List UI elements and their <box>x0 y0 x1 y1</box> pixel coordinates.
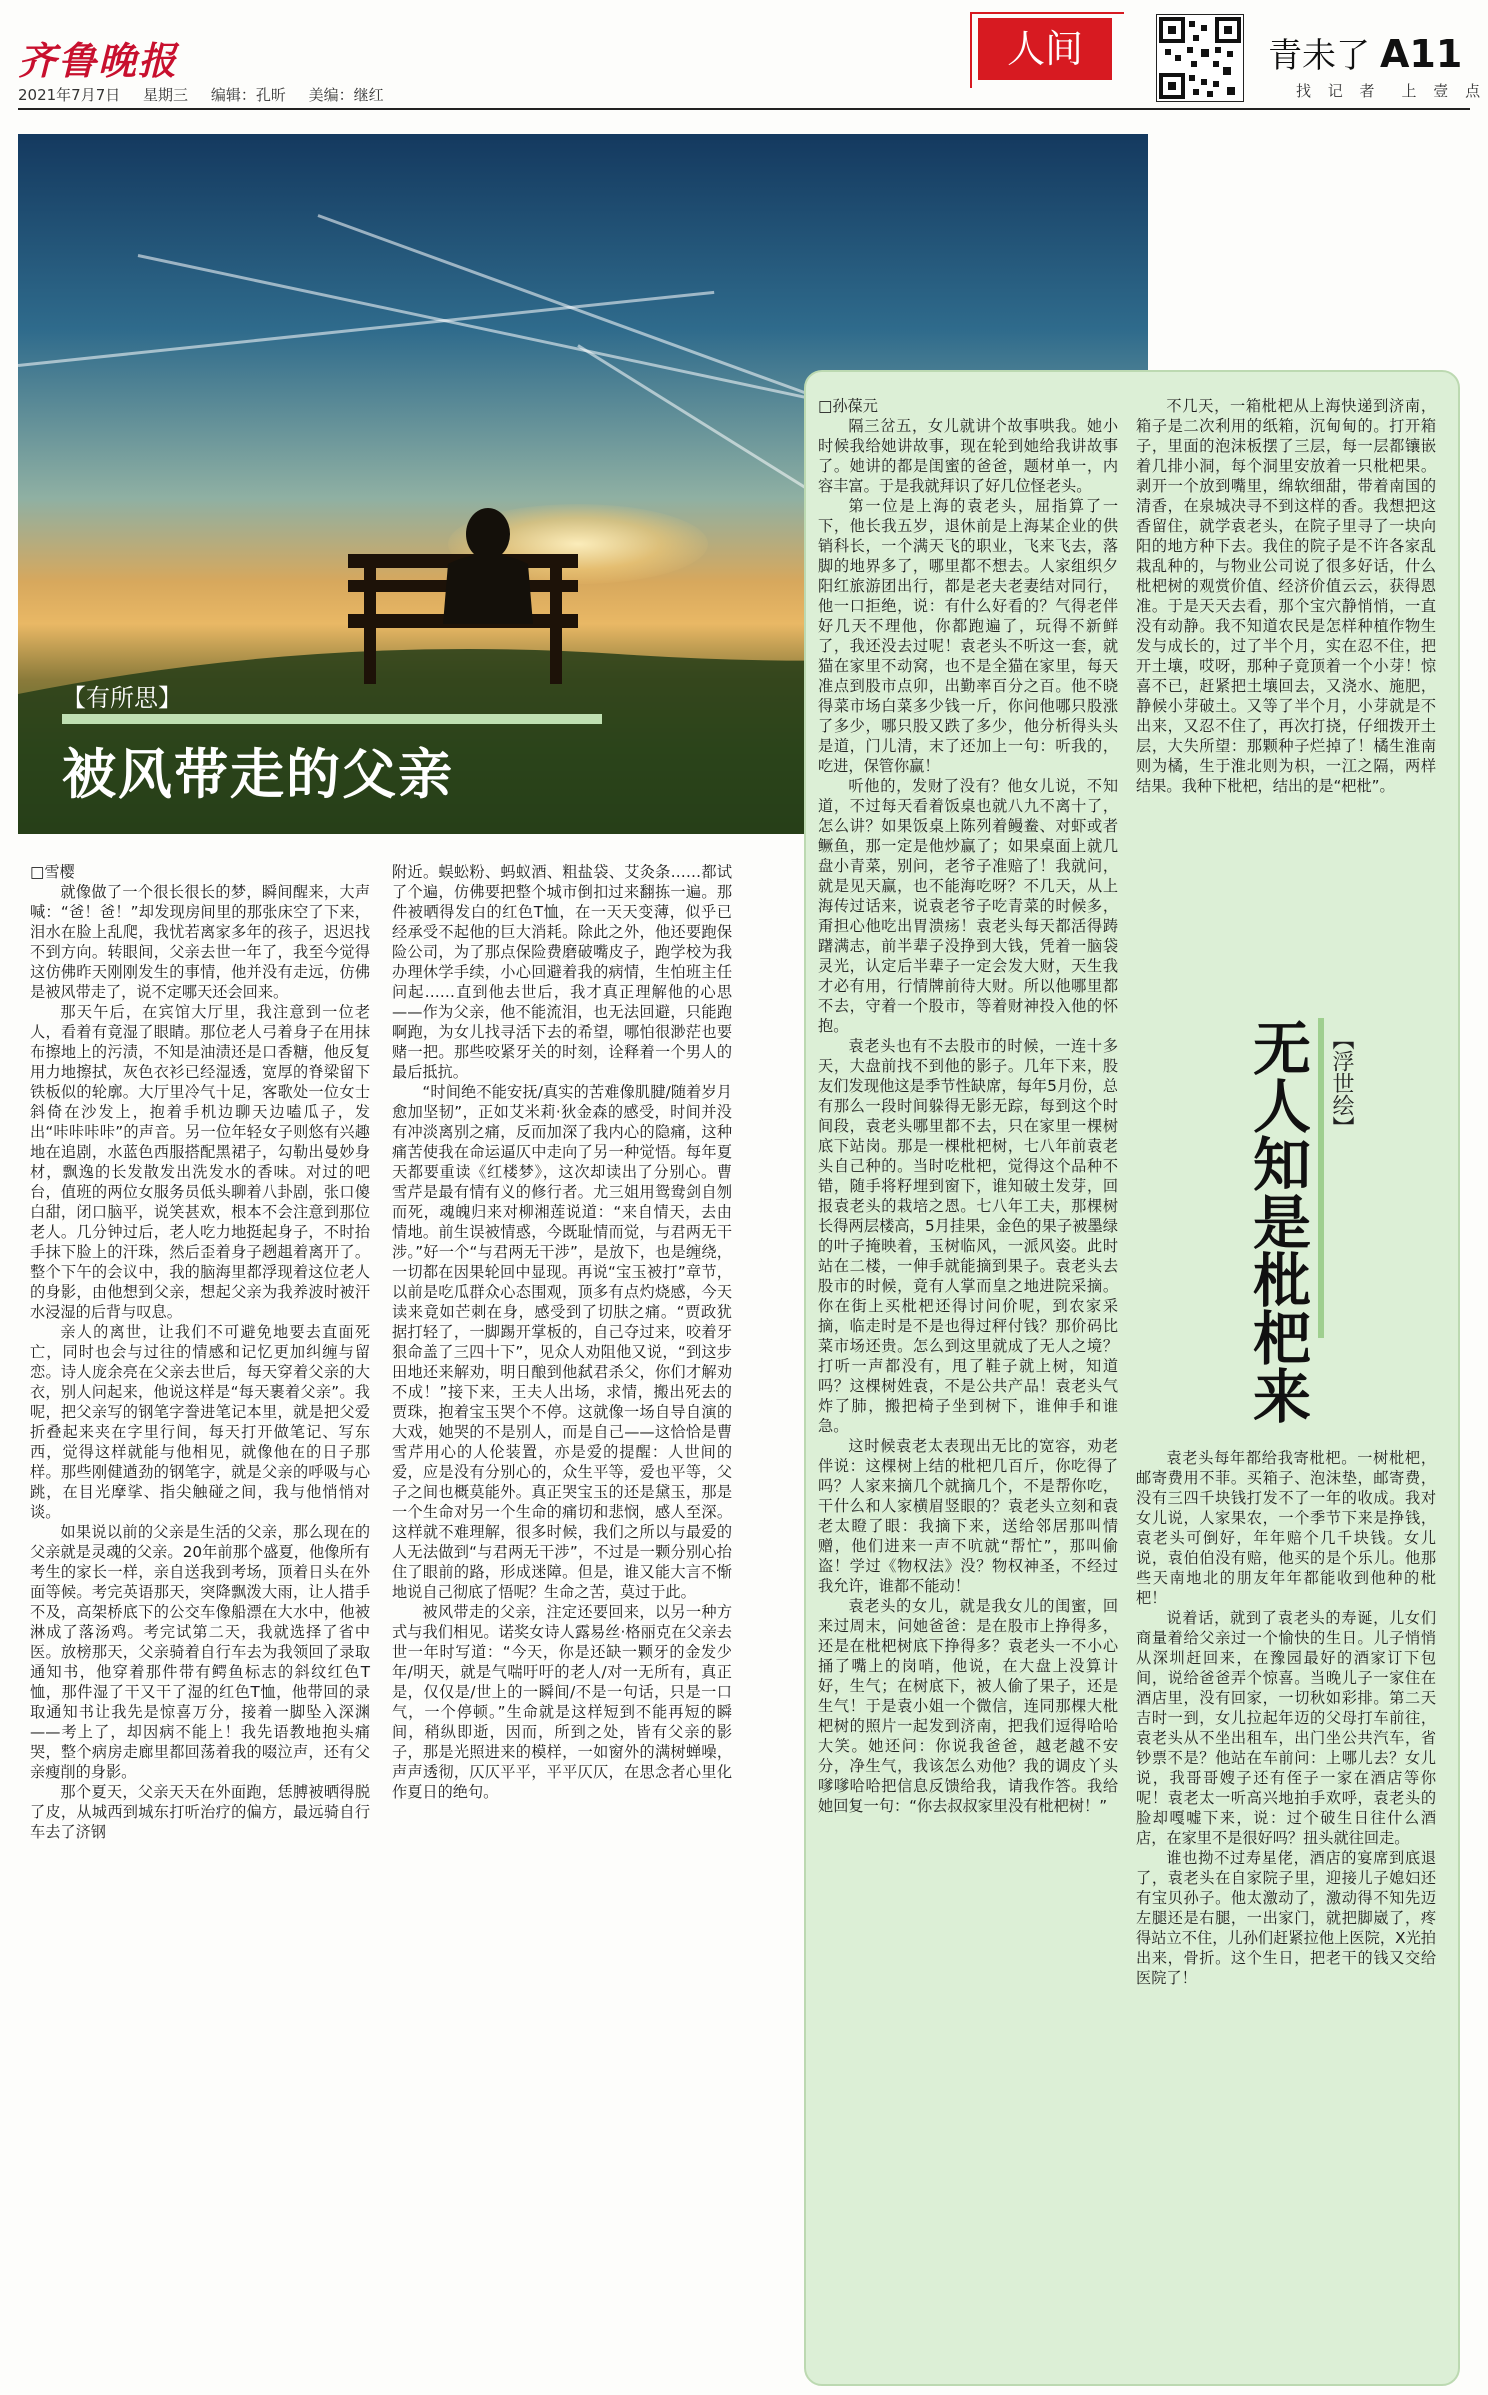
paragraph: 这时候袁老太表现出无比的宽容，劝老伴说：这棵树上结的枇杷几百斤，你吃得了吗？人家来摘几个就摘几个，不是帮你吃，干什么和人家横眉竖眼的？袁老头立刻和袁老太瞪了眼：我摘下来，送给邻居那叫情赠，他们进来一声不吭就“帮忙”，那叫偷盗！学过《物权法》没？物权神圣，不经过我允许，谁都不能动！ <box>818 1437 1118 1595</box>
article2-column-1 <box>818 396 1118 1816</box>
article2-author: □孙葆元 <box>818 397 878 415</box>
title-accent-bar <box>1318 1018 1324 1338</box>
paragraph: 说着话，就到了袁老头的寿诞，儿女们商量着给父亲过一个愉快的生日。儿子悄悄从深圳赶回来，在豫园最好的酒家订下包间，说给爸爸弄个惊喜。当晚儿子一家住在酒店里，没有回家，一切秋如彩排。第二天吉时一到，女儿拉起年迈的父母打车前往，袁老头从不坐出租车，出门坐公共汽车，省钞票不是？他站在车前问：上哪儿去？女儿说，我哥哥嫂子还有侄子一家在酒店等你呢！袁老太一听高兴地拍手欢呼，袁老头的脸却嘎嘘下来，说：过个破生日往什么酒店，在家里不是很好吗？扭头就往回走。 <box>1136 1609 1436 1847</box>
paragraph: 袁老头也有不去股市的时候，一连十多天，大盘前找不到他的影子。几年下来，股友们发现他这是季节性缺席，每年5月份，总有那么一段时间躲得无影无踪，每到这个时间段，袁老头哪里都不去，只在家里一棵树底下站岗。那是一棵枇杷树，七八年前袁老头自己种的。当时吃枇杷，觉得这个品种不错，随手将籽埋到窗下，谁知破土发芽，回报袁老头的栽培之恩。七八年工夫，那棵树长得两层楼高，5月挂果，金色的果子被墨绿的叶子掩映着，玉树临风，一派风姿。此时站在二楼，一伸手就能摘到果子。袁老头去股市的时候，竟有人掌而皇之地进院采摘。你在街上买枇杷还得讨问价呢，到农家采摘，临走时是不是也得过秤付钱？那价码比菜市场还贵。怎么到这里就成了无人之境？打听一声都没有，甩了鞋子就上树，知道吗？这棵树姓袁，不是公共产品！袁老头气炸了肺，搬把椅子坐到树下，谁伸手和谁急。 <box>818 1037 1118 1435</box>
paragraph: 附近。蜈蚣粉、蚂蚁酒、粗盐袋、艾灸条……都试了个遍，仿佛要把整个城市倒扣过来翻拣一遍。那件被晒得发白的红色T恤，在一天天变薄，似乎已经承受不起他的巨大消耗。除此之外，他还要跑保险公司，为了那点保险费磨破嘴皮子，跑学校为我办理休学手续，小心回避着我的病情，生怕班主任问起……直到他去世后，我才真正理解他的心思——作为父亲，他不能流泪，也无法回避，只能跑啊跑，为女儿找寻活下去的希望，哪怕很渺茫也要赌一把。那些咬紧牙关的时刻，诠释着一个男人的最后抵抗。 <box>392 863 732 1081</box>
article2-title: 无人知是枇杷来 <box>1243 1018 1311 1424</box>
article2-column-2b <box>1136 1448 1436 1988</box>
paragraph: 听他的，发财了没有？他女儿说，不知道，不过每天看着饭桌也就八九不离十了，怎么讲？如果饭桌上陈列着鳗鲞、对虾或者鳜鱼，那一定是他炒赢了；如果桌面上就几盘小青菜，别问，老爷子准赔了！我就问，就是见天赢，也不能海吃呀？不几天，从上海传过话来，说袁老爷子吃青菜的时候多，甭担心他吃出胃溃疡！袁老头每天都活得踌躇满志，前半辈子没挣到大钱，凭着一脑袋灵光，认定后半辈子一定会发大财，天生我才必有用，行情牌前待大财。所以他哪里都不去，守着一个股市，等着财神投入他的怀抱。 <box>818 777 1118 1035</box>
designer-credit: 美编：继红 <box>308 86 384 104</box>
paragraph: 袁老头每年都给我寄枇杷。一树枇杷，邮寄费用不菲。买箱子、泡沫垫，邮寄费，没有三四千块钱打发不了一年的收成。我对女儿说，人家果农，一个季节下来是挣钱，袁老头可倒好，年年赔个几千块钱。女儿说，袁伯伯没有赔，他买的是个乐儿。他那些天南地北的朋友年年都能收到他种的枇杷！ <box>1136 1449 1436 1607</box>
issue-meta <box>18 84 402 105</box>
paragraph: 就像做了一个很长很长的梦，瞬间醒来，大声喊：“爸！爸！”却发现房间里的那张床空了下来，泪水在脸上乱爬，我忧若离家多年的孩子，迟迟找不到方向。转眼间，父亲去世一年了，我至今觉得这仿佛昨天刚刚发生的事情，他并没有走远，仿佛是被风带走了，说不定哪天还会回来。 <box>30 883 370 1001</box>
article2-column-2a <box>1136 396 1436 796</box>
newspaper-logo: 齐鲁晚报 <box>18 38 179 83</box>
article1-tag: 【有所思】 <box>62 684 182 712</box>
page-title: 青未了 <box>1268 36 1370 76</box>
title-accent-bar <box>62 714 602 724</box>
article2-title-block <box>1243 1018 1366 1438</box>
paragraph: 袁老头的女儿，就是我女儿的闺蜜，回来过周末，问她爸爸：是在股市上挣得多，还是在枇杷树底下挣得多？袁老头一不小心捅了嘴上的岗哨，他说，在大盘上没算计好，生气；在树底下，被人偷了果子，还是生气！于是袁小姐一个微信，连同那棵大枇杷树的照片一起发到济南，把我们逗得哈哈大笑。她还问：你说我爸爸，越老越不安分，净生气，我该怎么劝他？我的调皮丫头嗲嗲哈哈把信息反馈给我，请我作答。我给她回复一句：“你去叔叔家里没有枇杷树！” <box>818 1597 1118 1815</box>
paragraph: 谁也拗不过寿星佬，酒店的宴席到底退了，袁老头在自家院子里，迎接儿子媳妇还有宝贝孙子。他太激动了，激动得不知先迈左腿还是右腿，一出家门，就把脚崴了，疼得站立不住，儿孙们赶紧拉他上医院，X光拍出来，骨折。这个生日，把老干的钱又交给医院了！ <box>1136 1849 1436 1987</box>
paragraph: 第一位是上海的袁老头，屈指算了一下，他长我五岁，退休前是上海某企业的供销科长，一个满天飞的职业，飞来飞去，落脚的地界多了，哪里都不想去。人家组织夕阳红旅游团出行，都是老夫老妻结对同行，他一口拒绝，说：有什么好看的？气得老伴好几天不理他，你都跑遍了，玩得不新鲜了，我还没去过呢！袁老头不听这一套，就猫在家里不动窝，也不是全猫在家里，每天准点到股市点卯，出勤率百分之百。他不晓得菜市场白菜多少钱一斤，你问他哪只股涨了多少，哪只股又跌了多少，他分析得头头是道，门儿清，末了还加上一句：听我的，吃进，保管你赢！ <box>818 497 1118 775</box>
article1-title: 被风带走的父亲 <box>62 743 454 806</box>
article1-column-2 <box>392 862 732 1802</box>
issue-date: 2021年7月7日 <box>18 86 121 104</box>
article1-author: □雪樱 <box>30 863 75 881</box>
paragraph: 隔三岔五，女儿就讲个故事哄我。她小时候我给她讲故事，现在轮到她给我讲故事了。她讲的都是闺蜜的爸爸，题材单一，内容丰富。于是我就拜识了好几位怪老头。 <box>818 417 1118 495</box>
paragraph: 如果说以前的父亲是生活的父亲，那么现在的父亲就是灵魂的父亲。20年前那个盛夏，他像所有考生的家长一样，亲自送我到考场，顶着日头在外面等候。考完英语那天，突降飘泼大雨，让人措手不及，高架桥底下的公交车像船漂在大水中，他被淋成了落汤鸡。考完试第二天，我就选择了省中医。放榜那天，父亲骑着自行车去为我领回了录取通知书，他穿着那件带有鳄鱼标志的斜纹红色T恤，那件湿了干又干了湿的红色T恤，他带回的录取通知书让我先是惊喜万分，接着一脚坠入深渊——考上了，却因病不能上！我先语教地抱头痛哭，整个病房走廊里都回荡着我的啜泣声，还有父亲瘦削的身影。 <box>30 1523 370 1781</box>
issue-weekday: 星期三 <box>143 86 189 104</box>
paragraph: 被风带走的父亲，注定还要回来，以另一种方式与我们相见。诺奖女诗人露易丝·格丽克在父亲去世一年时写道：“今天，你是还缺一颗牙的金发少年/明天，就是气喘吁吁的老人/对一无所有，真正是，仅仅是/世上的一瞬间/不是一句话，只是一口气，一个停顿。”生命就是这样短到不能再短的瞬间，稍纵即逝，因而，所到之处，皆有父亲的影子，那是光照进来的模样，一如窗外的满树蝉噪，声声透彻，仄仄平平，平平仄仄，在思念者心里化作夏日的绝句。 <box>392 1603 732 1801</box>
paragraph: 那个夏天，父亲天天在外面跑，恁膊被晒得脱了皮，从城西到城东打听治疗的偏方，最远骑自行车去了济钢 <box>30 1783 370 1841</box>
article2-tag: 【浮世绘】 <box>1329 1028 1354 1138</box>
masthead-rule <box>18 108 1470 110</box>
paragraph: 那天午后，在宾馆大厅里，我注意到一位老人，看着有竟湿了眼睛。那位老人弓着身子在用抹布擦地上的污渍，不知是油渍还是口香糖，他反复用力地擦拭，灰色衣衫已经湿透，宽厚的脊梁留下铁板似的轮廓。大厅里冷气十足，客歌处一位女士斜倚在沙发上，抱着手机边聊天边嗑瓜子，发出“咔咔咔咔”的声音。另一位年轻女子则悠有兴趣地在追剧，水蓝色西服搭配黑裙子，勾勒出曼妙身材，飘逸的长发散发出洗发水的香味。对过的吧台，值班的两位女服务员低头聊着八卦剧，张口傻白甜，闭口脑平，说笑甚欢，根本不会注意到那位老人。几分钟过后，老人吃力地挺起身子，不时抬手抹下脸上的汗珠，然后歪着身子趔趄着离开了。整个下午的会议中，我的脑海里都浮现着这位老人的身影，由他想到父亲，想起父亲为我养波时被汗水浸湿的后背与叹息。 <box>30 1003 370 1321</box>
paragraph: “时间绝不能安抚/真实的苦难像肌腱/随着岁月愈加坚韧”，正如艾米莉·狄金森的感受，时间并没有冲淡离别之痛，反而加深了我内心的隐痛，这种痛苦使我在命运逼仄中走向了另一种觉悟。每年夏天都要重读《红楼梦》，这次却读出了分别心。曹雪芹是最有情有义的修行者。尤三姐用鸳鸯剑自刎而死，魂魄归来对柳湘莲说道：“来自情天，去由情地。前生误被情惑，今既耻情而觉，与君两无干涉。”好一个“与君两无干涉”，是放下，也是缠绕，一切都在因果轮回中显现。再说“宝玉被打”章节，以前是吃瓜群众心态围观，顶多有点灼烧感，今天读来竟如芒刺在身，感受到了切肤之痛。“贾政犹据打轻了，一脚踢开掌板的，自己夺过来，咬着牙狠命盖了三四十下”，见众人劝阻他又说，“到这步田地还来解劝，明日酿到他弑君杀父，你们才解劝不成！”接下来，王夫人出场，求情，搬出死去的贾珠，抱着宝玉哭个不停。这就像一场自导自演的大戏，她哭的不是别人，而是自己——这恰恰是曹雪芹用心的人伦装置，亦是爱的提醒：人世间的爱，应是没有分别心的，众生平等，爱也平等，父子之间也概莫能外。真正哭宝玉的还是黛玉，那是一个生命对另一个生命的痛切和悲悯，感人至深。这样就不难理解，很多时候，我们之所以与最爱的人无法做到“与君两无干涉”，不过是一颗分别心抬住了眼前的路，形成迷障。但是，谁又能大言不惭地说自己彻底了悟呢？生命之苦，莫过于此。 <box>392 1083 732 1601</box>
editor-credit: 编辑：孔昕 <box>210 86 286 104</box>
paragraph: 不几天，一箱枇杷从上海快递到济南，箱子是二次利用的纸箱，沉甸甸的。打开箱子，里面的泡沫板摆了三层，每一层都镶嵌着几排小洞，每个洞里安放着一只枇杷果。剥开一个放到嘴里，绵软细甜，带着南国的清香，在泉城决寻不到这样的香。我想把这香留住，就学袁老头，在院子里寻了一块向阳的地方种下去。我住的院子是不许各家乱栽乱种的，与物业公司说了很多好话，什么枇杷树的观赏价值、经济价值云云，获得恩准。于是天天去看，那个宝穴静悄悄，一直没有动静。我不知道农民是怎样种植作物生发与成长的，过了半个月，实在忍不住，把开土壤，哎呀，那种子竟顶着一个小芽！惊喜不已，赶紧把土壤回去，又浇水、施肥，静候小芽破土。又等了半个月，小芽就是不出来，又忍不住了，再次打挠，仔细拨开土层，大失所望：那颗种子烂掉了！橘生淮南则为橘，生于淮北则为枳，一江之隔，两样结果。我种下枇杷，结出的是“杷枇”。 <box>1136 397 1436 795</box>
article1-column-1 <box>30 862 370 1842</box>
reporter-line: 找 记 者 上 壹 点 <box>1296 82 1487 100</box>
page-number: A11 <box>1380 32 1463 76</box>
page-header <box>1268 28 1462 77</box>
section-tag: 人间 <box>978 18 1112 80</box>
qr-code-icon <box>1156 14 1244 102</box>
paragraph: 亲人的离世，让我们不可避免地要去直面死亡，同时也会与过往的情感和记忆更加纠缠与留恋。诗人庞余亮在父亲去世后，每天穿着父亲的大衣，别人问起来，他说这样是“每天裹着父亲”。我呢，把父亲写的钢笔字誊进笔记本里，就是把父爱折叠起来夹在字里行间，每天打开做笔记、写东西，觉得这样就能与他相见，就像他在的日子那样。那些刚健遒劲的钢笔字，就是父亲的呼吸与心跳，在目光摩挲、指尖触碰之间，我与他悄悄对谈。 <box>30 1323 370 1521</box>
